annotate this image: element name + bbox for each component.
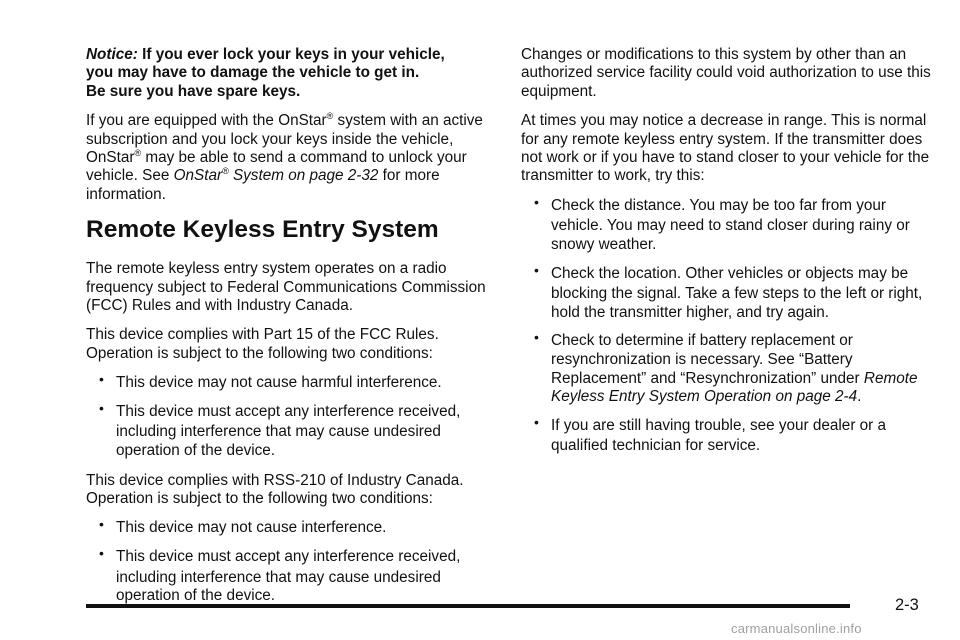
watermark: carmanualsonline.info: [731, 621, 862, 636]
list-item: • This device may not cause harmful interference.: [99, 371, 442, 392]
left-column: [86, 46, 500, 617]
bullet-icon: •: [534, 413, 539, 430]
registered-mark: ®: [134, 147, 142, 158]
registered-mark: ®: [326, 111, 334, 122]
notice-line-2: you may have to damage the vehicle to get in.: [86, 64, 420, 82]
notice-label: Notice:: [86, 46, 138, 63]
bullet-icon: •: [99, 399, 104, 416]
notice-line-1: If you ever lock your keys in your vehicle,: [142, 46, 445, 63]
bullet-icon: •: [534, 193, 539, 210]
bullet-icon: •: [534, 329, 539, 346]
rss-paragraph: This device complies with RSS-210 of Industry Canada. Operation is subject to the following two conditions:: [86, 471, 464, 508]
bullet-icon: •: [534, 261, 539, 278]
bullet-icon: •: [99, 371, 104, 388]
onstar-link[interactable]: OnStar® System on page 2-32: [173, 166, 379, 185]
list-item: • This device may not cause interference.: [99, 516, 387, 537]
changes-paragraph: Changes or modifications to this system by other than an authorized service facility could void authorization to use this equipment.: [521, 46, 931, 100]
right-column: [521, 46, 935, 467]
fcc-paragraph: This device complies with Part 15 of the FCC Rules. Operation is subject to the following two conditions:: [86, 326, 439, 362]
intro-paragraph: The remote keyless entry system operates on a radio frequency subject to Federal Communications Commission (FCC) Rules and with Industry Canada.: [86, 260, 486, 315]
bullet-icon: •: [99, 545, 104, 562]
list-item: • Check the distance. You may be too far from your vehicle. You may need to stand closer during rainy or snowy weather.: [534, 193, 910, 254]
list-item: • Check to determine if battery replacement or resynchronization is necessary. See “Battery Replacement” and “Resynchronization” under Remote Keyless Entry System Operation on page 2-4.: [534, 329, 918, 406]
bullet-icon: •: [99, 516, 104, 533]
list-item: • Check the location. Other vehicles or objects may be blocking the signal. Take a few steps to the left or right, hold the transmitter higher, and try again.: [534, 261, 923, 321]
list-item: • If you are still having trouble, see your dealer or a qualified technician for service.: [534, 413, 887, 455]
fcc-conditions-list: [86, 371, 500, 460]
list-item: • This device must accept any interference received, including interference that may cause undesired operation of the device.: [99, 545, 461, 605]
notice-line-3: Be sure you have spare keys.: [86, 82, 301, 100]
footer-rule: [86, 604, 850, 608]
section-heading: Remote Keyless Entry System: [86, 216, 439, 244]
list-item: • This device must accept any interference received, including interference that may cause undesired operation of the device.: [99, 399, 461, 460]
notice-paragraph: [86, 46, 500, 101]
troubleshooting-list: [521, 193, 935, 456]
onstar-paragraph: If you are equipped with the OnStar® system with an active subscription and you lock your keys inside the vehicle, OnStar® may be able to send a command to unlock your vehicle. See OnStar® System on page 2-32 for more information.: [86, 111, 483, 203]
range-paragraph: At times you may notice a decrease in range. This is normal for any remote keyless entry system. If the transmitter does not work or if you have to stand closer to your vehicle for the transmitter to work, try this:: [521, 112, 930, 185]
page-number: 2-3: [895, 596, 919, 614]
rss-conditions-list: [86, 516, 500, 605]
rke-operation-link[interactable]: Remote Keyless Entry System Operation on page 2-4: [551, 369, 918, 406]
